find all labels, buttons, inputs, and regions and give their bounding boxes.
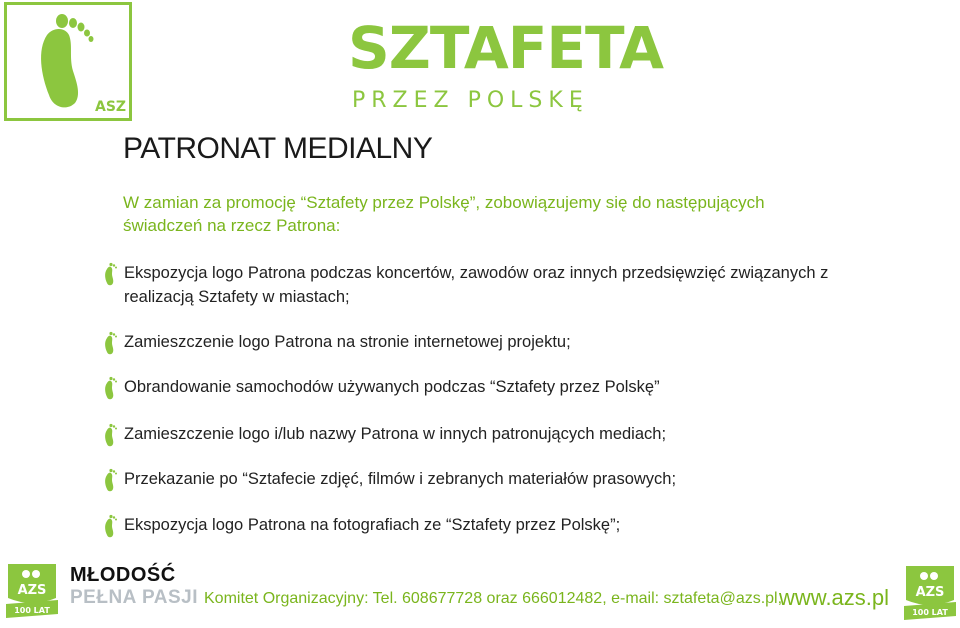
badge-years-text: 100 LAT [14,606,50,615]
footprint-bullet-icon [102,331,118,355]
list-item [102,261,862,309]
sztafeta-logo [348,14,663,124]
intro-text: W zamian za promocję “Sztafety przez Polskę”, zobowiązujemy się do następujących świadczeń na rzecz Patrona: [123,193,765,235]
list-item-text: Zamieszczenie logo Patrona na stronie internetowej projektu; [124,333,571,351]
slogan-line1: MŁODOŚĆ [70,564,176,586]
list-item [102,375,862,399]
list-item [102,330,862,354]
azs-100-badge-left [4,558,60,622]
azs-100-badge-right [902,560,958,624]
slogan-line2: PEŁNA PASJI [70,587,198,608]
badge-org-text: AZS [915,585,945,600]
footprint-bullet-icon [102,468,118,492]
list-item-text: Ekspozycja logo Patrona na fotografiach ze “Sztafety przez Polskę”; [124,516,621,534]
list-item-text: Przekazanie po “Sztafecie zdjęć, filmów i zebranych materiałów prasowych; [124,470,677,488]
footprint-bullet-icon [102,262,118,286]
asz-badge [4,2,132,121]
asz-label: ASZ [95,99,127,115]
badge-years-text: 100 LAT [912,608,948,617]
contact-info: Komitet Organizacyjny: Tel. 608677728 oraz 666012482, e-mail: sztafeta@azs.pl, [204,590,783,607]
footprint-bullet-icon [102,514,118,538]
logo-subtitle: PRZEZ POLSKĘ [352,88,589,113]
list-item [102,422,862,446]
logo-word: SZTAFETA [348,14,663,82]
list-item-text: Zamieszczenie logo i/lub nazwy Patrona w innych patronujących mediach; [124,425,667,443]
list-item-text: Ekspozycja logo Patrona podczas koncertów, zawodów oraz innych przedsięwzięć związanych z realizacją Sztafety w miastach; [124,264,829,306]
list-item-text: Obrandowanie samochodów używanych podczas “Sztafety przez Polskę” [124,378,660,396]
list-item [102,513,862,537]
badge-org-text: AZS [17,583,47,598]
footprint-bullet-icon [102,376,118,400]
footprint-icon [41,14,93,107]
website-link[interactable]: www.azs.pl [779,585,890,610]
footprint-bullet-icon [102,423,118,447]
list-item [102,467,862,491]
page-title: PATRONAT MEDIALNY [123,132,433,165]
